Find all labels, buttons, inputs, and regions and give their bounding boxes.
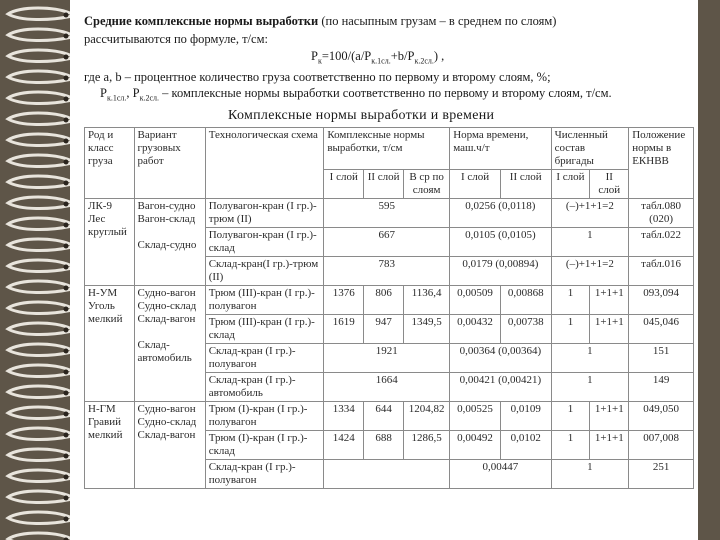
time-norm-cell: 0,00447 [450, 460, 551, 489]
position-cell: 049,050 [629, 402, 694, 431]
crew-cell: 1 [551, 344, 629, 373]
crew-layer1-cell: 1 [551, 402, 590, 431]
binding-hole [64, 433, 69, 438]
table-row [85, 402, 694, 431]
intro-bold-text: Средние комплексные нормы выработки [84, 14, 319, 28]
crew-cell: 1 [551, 228, 629, 257]
time-norm-cell: 0,0256 (0,0118) [450, 199, 551, 228]
complex-norm-cell: 1664 [324, 373, 450, 402]
binding-hole [64, 97, 69, 102]
position-cell: табл.022 [629, 228, 694, 257]
position-cell: 093,094 [629, 286, 694, 315]
header-complex: Комплексные нормы выработки, т/см [324, 128, 450, 170]
time-norm-cell: 0,00364 (0,00364) [450, 344, 551, 373]
avg-cell: 1136,4 [404, 286, 450, 315]
binding-hole [64, 328, 69, 333]
right-margin [698, 0, 720, 540]
scheme-cell: Трюм (I)-кран (I гр.)-склад [205, 431, 324, 460]
complex-norm-cell: 667 [324, 228, 450, 257]
binding-hole [64, 307, 69, 312]
complex-norm-cell [324, 460, 450, 489]
binding-hole [64, 475, 69, 480]
layer1-cell: 1334 [324, 402, 364, 431]
scheme-cell: Склад-кран (I гр.)-автомобиль [205, 373, 324, 402]
scheme-cell: Склад-кран (I гр.)-полувагон [205, 460, 324, 489]
scheme-cell: Склад-кран (I гр.)-полувагон [205, 344, 324, 373]
complex-norm-cell: 595 [324, 199, 450, 228]
cargo-cell: Н-ГМ Гравий мелкий [85, 402, 135, 489]
layer1-cell: 1619 [324, 315, 364, 344]
header-cargo: Род и класс груза [85, 128, 135, 199]
position-cell: 151 [629, 344, 694, 373]
position-cell: 251 [629, 460, 694, 489]
intro-line-1 [84, 14, 556, 29]
binding-hole [64, 244, 69, 249]
binding-hole [64, 34, 69, 39]
section-heading: Комплексные нормы выработки и времени [228, 108, 495, 123]
scheme-cell: Трюм (III)-кран (I гр.)-склад [205, 315, 324, 344]
cargo-cell: Н-УМ Уголь мелкий [85, 286, 135, 402]
header-row [85, 128, 694, 170]
document-page [70, 0, 698, 540]
binding-hole [64, 391, 69, 396]
avg-cell: 1286,5 [404, 431, 450, 460]
binding-hole [64, 139, 69, 144]
time-norm-cell: 0,00421 (0,00421) [450, 373, 551, 402]
crew-layer1-cell: 1 [551, 315, 590, 344]
position-cell: 045,046 [629, 315, 694, 344]
position-cell: табл.016 [629, 257, 694, 286]
binding-hole [64, 202, 69, 207]
layer2-cell: 947 [364, 315, 404, 344]
layer2-cell: 806 [364, 286, 404, 315]
subheader-time-layer2: II слой [500, 170, 551, 199]
binding-hole [64, 412, 69, 417]
scheme-cell: Склад-кран(I гр.)-трюм (II) [205, 257, 324, 286]
time-layer1-cell: 0,00509 [450, 286, 501, 315]
header-scheme: Технологическая схема [205, 128, 324, 199]
intro-rest-text: (по насыпным грузам – в среднем по слоям) [321, 14, 557, 28]
binding-hole [64, 160, 69, 165]
binding-hole [64, 286, 69, 291]
binding-hole [64, 223, 69, 228]
layer2-cell: 644 [364, 402, 404, 431]
subheader-crew-layer1: I слой [551, 170, 590, 199]
intro-line-2: рассчитываются по формуле, т/см: [84, 32, 268, 46]
layer2-cell: 688 [364, 431, 404, 460]
formula: $P_к=100/(a/P_{к.1сл.}+b/P_{к.2сл.})$ , [311, 49, 445, 66]
time-layer1-cell: 0,00525 [450, 402, 501, 431]
time-layer2-cell: 0,00868 [500, 286, 551, 315]
binding-hole [64, 496, 69, 501]
binding-hole [64, 517, 69, 522]
time-layer2-cell: 0,0102 [500, 431, 551, 460]
norms-table [84, 127, 694, 489]
complex-norm-cell: 1921 [324, 344, 450, 373]
binding-hole [64, 181, 69, 186]
binding-hole [64, 55, 69, 60]
table-row [85, 286, 694, 315]
time-layer2-cell: 0,0109 [500, 402, 551, 431]
time-norm-cell: 0,0179 (0,00894) [450, 257, 551, 286]
position-cell: табл.080 (020) [629, 199, 694, 228]
time-layer2-cell: 0,00738 [500, 315, 551, 344]
crew-layer2-cell: 1+1+1 [590, 431, 629, 460]
crew-layer2-cell: 1+1+1 [590, 402, 629, 431]
where-line: где a, b – процентное количество груза соответственно по первому и второму слоям, %; [84, 70, 551, 84]
subheader-avg: В ср по слоям [404, 170, 450, 199]
variant-cell: Судно-вагон Судно-склад Склад-вагон [134, 402, 205, 489]
time-norm-cell: 0,0105 (0,0105) [450, 228, 551, 257]
header-position: Положение нормы в ЕКНВВ [629, 128, 694, 199]
variant-cell: Вагон-судно Вагон-склад Склад-судно [134, 199, 205, 286]
cargo-cell: ЛК-9 Лес круглый [85, 199, 135, 286]
crew-layer1-cell: 1 [551, 431, 590, 460]
crew-layer1-cell: 1 [551, 286, 590, 315]
binding-hole [64, 349, 69, 354]
crew-cell: 1 [551, 373, 629, 402]
binding-hole [64, 118, 69, 123]
layer1-cell: 1376 [324, 286, 364, 315]
crew-layer2-cell: 1+1+1 [590, 315, 629, 344]
avg-cell: 1349,5 [404, 315, 450, 344]
scheme-cell: Трюм (III)-кран (I гр.)-полувагон [205, 286, 324, 315]
header-crew: Численный состав бригады [551, 128, 629, 170]
binding-hole [64, 76, 69, 81]
time-layer1-cell: 0,00432 [450, 315, 501, 344]
binding-hole [64, 454, 69, 459]
subheader-time-layer1: I слой [450, 170, 501, 199]
complex-norm-cell: 783 [324, 257, 450, 286]
variant-cell: Судно-вагон Судно-склад Склад-вагон Склад-автомобиль [134, 286, 205, 402]
table-row [85, 199, 694, 228]
layer1-cell: 1424 [324, 431, 364, 460]
scheme-cell: Полувагон-кран (I гр.)-склад [205, 228, 324, 257]
crew-cell: (–)+1+1=2 [551, 257, 629, 286]
position-cell: 149 [629, 373, 694, 402]
subheader-layer1: I слой [324, 170, 364, 199]
subheader-crew-layer2: II слой [590, 170, 629, 199]
spiral-binding [0, 0, 70, 540]
header-time: Норма времени, маш.ч/т [450, 128, 551, 170]
position-cell: 007,008 [629, 431, 694, 460]
rk-line: $P_{к.1сл.}$, $P_{к.2сл.}$ – комплексные нормы выработки соответственно по первому и второму слоям, т/см. [100, 86, 612, 103]
time-layer1-cell: 0,00492 [450, 431, 501, 460]
crew-layer2-cell: 1+1+1 [590, 286, 629, 315]
crew-cell: 1 [551, 460, 629, 489]
binding-hole [64, 13, 69, 18]
scheme-cell: Полувагон-кран (I гр.)-трюм (II) [205, 199, 324, 228]
binding-hole [64, 370, 69, 375]
header-variant: Вариант грузовых работ [134, 128, 205, 199]
scheme-cell: Трюм (I)-кран (I гр.)-полувагон [205, 402, 324, 431]
binding-hole [64, 265, 69, 270]
subheader-layer2: II слой [364, 170, 404, 199]
crew-cell: (–)+1+1=2 [551, 199, 629, 228]
avg-cell: 1204,82 [404, 402, 450, 431]
